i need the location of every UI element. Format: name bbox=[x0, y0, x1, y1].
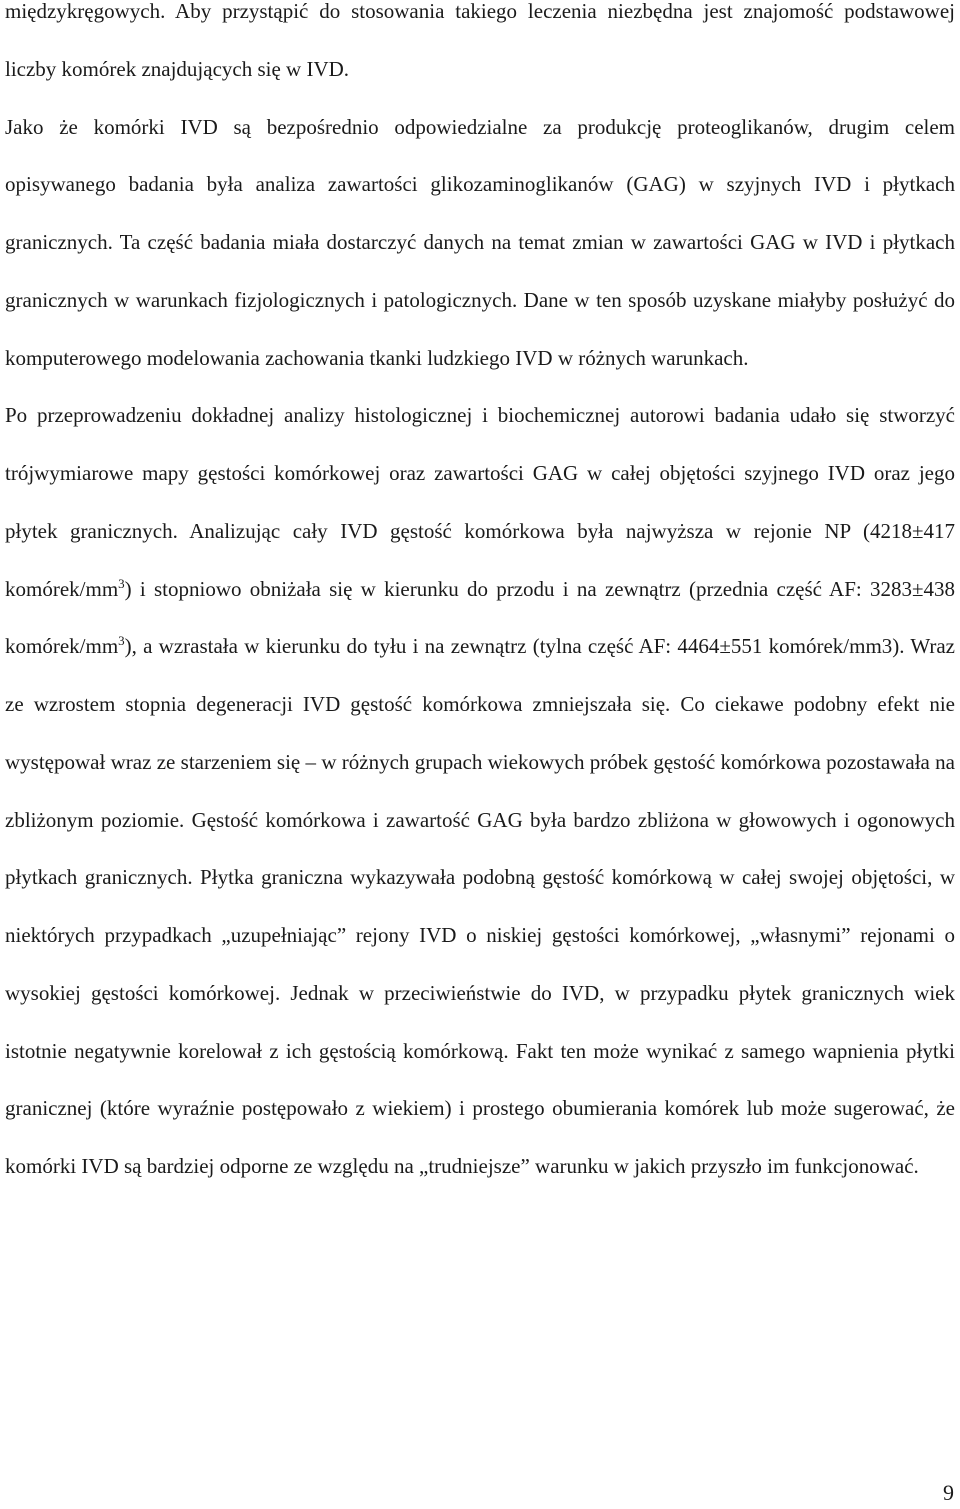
results-text-part-a: Po przeprowadzeniu dokładnej analizy histologicznej i biochemicznej autorowi badania udało się stworzyć trójwymiarowe mapy gęstości komórkowej oraz zawartości GAG w całej objętości szyjnego IVD oraz jego płytek granicznych. Analizując cały IVD gęstość komórkowa była najwyższa w rejonie NP (4218±417 komórek/mm bbox=[5, 403, 955, 601]
superscript-cubed: 3 bbox=[118, 633, 125, 649]
paragraph-continuation: międzykręgowych. Aby przystąpić do stosowania takiego leczenia niezbędna jest znajomość podstawowej liczby komórek znajdujących się w IVD. bbox=[5, 0, 955, 81]
page-number: 9 bbox=[943, 1480, 954, 1505]
paragraph-results bbox=[5, 387, 955, 1196]
body-text bbox=[5, 0, 955, 1196]
results-text-part-c: ), a wzrastała w kierunku do tyłu i na zewnątrz (tylna część AF: 4464±551 komórek/mm3). Wraz ze wzrostem stopnia degeneracji IVD gęstość komórkowa zmniejszała się. Co ciekawe podobny efekt nie występował wraz ze starzeniem się – w różnych grupach wiekowych próbek gęstość komórkowa pozostawała na zbliżonym poziomie. Gęstość komórkowa i zawartość GAG była bardzo zbliżona w głowowych i ogonowych płytkach granicznych. Płytka graniczna wykazywała podobną gęstość komórkową w całej swojej objętości, w niektórych przypadkach „uzupełniając” rejony IVD o niskiej gęstości komórkowej, „własnymi” rejonami o wysokiej gęstości komórkowej. Jednak w przeciwieństwie do IVD, w przypadku płytek granicznych wiek istotnie negatywnie korelował z ich gęstością komórkową. Fakt ten może wynikać z samego wapnienia płytki granicznej (które wyraźnie postępowało z wiekiem) i prostego obumierania komórek lub może sugerować, że komórki IVD są bardziej odporne ze względu na „trudniejsze” warunku w jakich przyszło im funkcjonować. bbox=[5, 634, 955, 1178]
results-text-part-b: ) i stopniowo obniżała się w kierunku do przodu i na zewnątrz (przednia część AF: 3283±438 komórek/mm bbox=[5, 576, 955, 659]
superscript-cubed: 3 bbox=[118, 575, 125, 591]
paragraph-gag-analysis: Jako że komórki IVD są bezpośrednio odpowiedzialne za produkcję proteoglikanów, drugim celem opisywanego badania była analiza zawartości glikozaminoglikanów (GAG) w szyjnych IVD i płytkach granicznych. Ta część badania miała dostarczyć danych na temat zmian w zawartości GAG w IVD i płytkach granicznych w warunkach fizjologicznych i patologicznych. Dane w ten sposób uzyskane miałyby posłużyć do komputerowego modelowania zachowania tkanki ludzkiego IVD w różnych warunkach. bbox=[5, 114, 955, 370]
